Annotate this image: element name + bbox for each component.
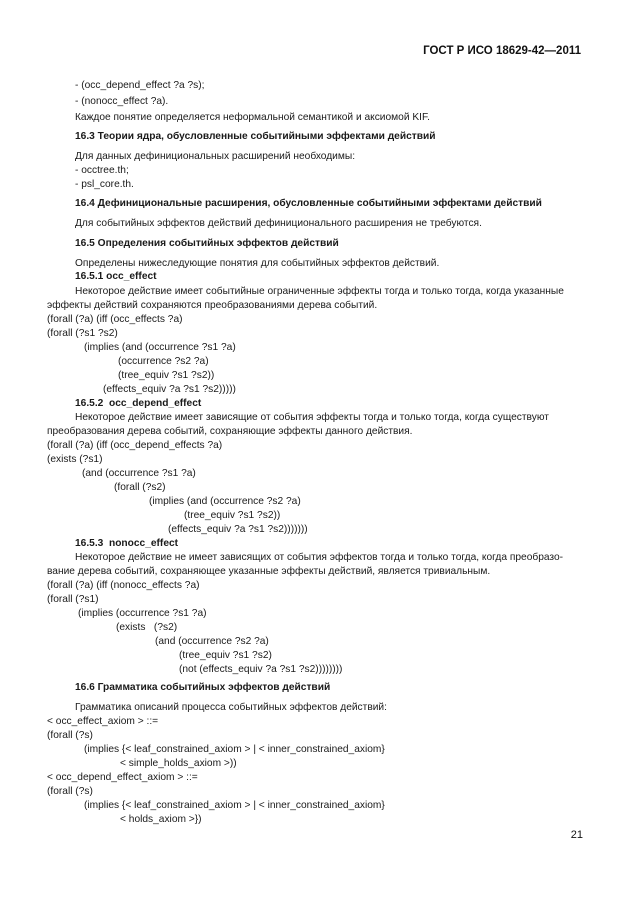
page-number: 21 [570,829,583,841]
text-line: преобразования дерева событий, сохраняющие эффекты данного действия. [47,426,413,437]
subsection-heading-16-5-3: 16.5.3 nonocc_effect [75,538,179,549]
text-line: Некоторое действие имеет событийные ограниченные эффекты тогда и только тогда, когда указанные [75,286,564,297]
code-line: (forall (?s) [47,730,93,741]
code-line: < occ_depend_effect_axiom > ::= [47,772,198,783]
text-line: вание дерева событий, сохраняющее указанные эффекты действий, является тривиальным. [47,566,491,577]
text-line: Для событийных эффектов действий дефиниционального расширения не требуются. [75,218,482,229]
code-line: (forall (?s2) [114,482,166,493]
code-line: (exists (?s1) [47,454,103,465]
section-heading-16-6: 16.6 Грамматика событийных эффектов действий [75,682,331,693]
code-line: (and (occurrence ?s2 ?a) [155,636,269,647]
code-line: < simple_holds_axiom >)) [120,758,237,769]
code-line: (tree_equiv ?s1 ?s2)) [184,510,281,521]
text-line: - (occ_depend_effect ?a ?s); [75,80,205,91]
text-line: Определены нижеследующие понятия для событийных эффектов действий. [75,258,440,269]
section-heading-16-5: 16.5 Определения событийных эффектов действий [75,238,339,249]
text-line: - occtree.th; [75,165,129,176]
code-line: < occ_effect_axiom > ::= [47,716,159,727]
text-line: эффекты действий сохраняются преобразованиями дерева событий. [47,300,378,311]
section-heading-16-4: 16.4 Дефинициональные расширения, обусловленные событийными эффектами действий [75,198,542,209]
code-line: (exists (?s2) [116,622,178,633]
text-line: Каждое понятие определяется неформальной семантикой и аксиомой KIF. [75,112,430,123]
code-line: (forall (?s1) [47,594,99,605]
text-line: Грамматика описаний процесса событийных эффектов действий: [75,702,387,713]
code-line: (implies (and (occurrence ?s1 ?a) [84,342,236,353]
text-line: - (nonocc_effect ?a). [75,96,169,107]
code-line: (effects_equiv ?a ?s1 ?s2))))) [103,384,236,395]
code-line: (implies (and (occurrence ?s2 ?a) [149,496,301,507]
text-line: Для данных дефинициональных расширений необходимы: [75,151,356,162]
section-heading-16-3: 16.3 Теории ядра, обусловленные событийными эффектами действий [75,131,436,142]
code-line: (forall (?a) (iff (occ_depend_effects ?a) [47,440,223,451]
code-line: (implies (occurrence ?s1 ?a) [78,608,207,619]
code-line: (and (occurrence ?s1 ?a) [82,468,196,479]
code-line: (forall (?s) [47,786,93,797]
subsection-heading-16-5-1: 16.5.1 occ_effect [75,271,157,282]
standard-header: ГОСТ Р ИСО 18629-42—2011 [423,45,581,57]
code-line: (implies {< leaf_constrained_axiom > | < inner_constrained_axiom} [84,744,385,755]
code-line: (tree_equiv ?s1 ?s2) [179,650,272,661]
code-line: (effects_equiv ?a ?s1 ?s2))))))) [168,524,308,535]
code-line: < holds_axiom >}) [120,814,202,825]
code-line: (occurrence ?s2 ?a) [118,356,209,367]
code-line: (forall (?a) (iff (nonocc_effects ?a) [47,580,200,591]
text-line: Некоторое действие не имеет зависящих от события эффектов тогда и только тогда, когда преобразо- [75,552,564,563]
text-line: Некоторое действие имеет зависящие от события эффекты тогда и только тогда, когда существуют [75,412,549,423]
code-line: (implies {< leaf_constrained_axiom > | < inner_constrained_axiom} [84,800,385,811]
text-line: - psl_core.th. [75,179,134,190]
code-line: (forall (?a) (iff (occ_effects ?a) [47,314,183,325]
subsection-heading-16-5-2: 16.5.2 occ_depend_effect [75,398,202,409]
code-line: (forall (?s1 ?s2) [47,328,118,339]
code-line: (tree_equiv ?s1 ?s2)) [118,370,215,381]
code-line: (not (effects_equiv ?a ?s1 ?s2)))))))) [179,664,343,675]
